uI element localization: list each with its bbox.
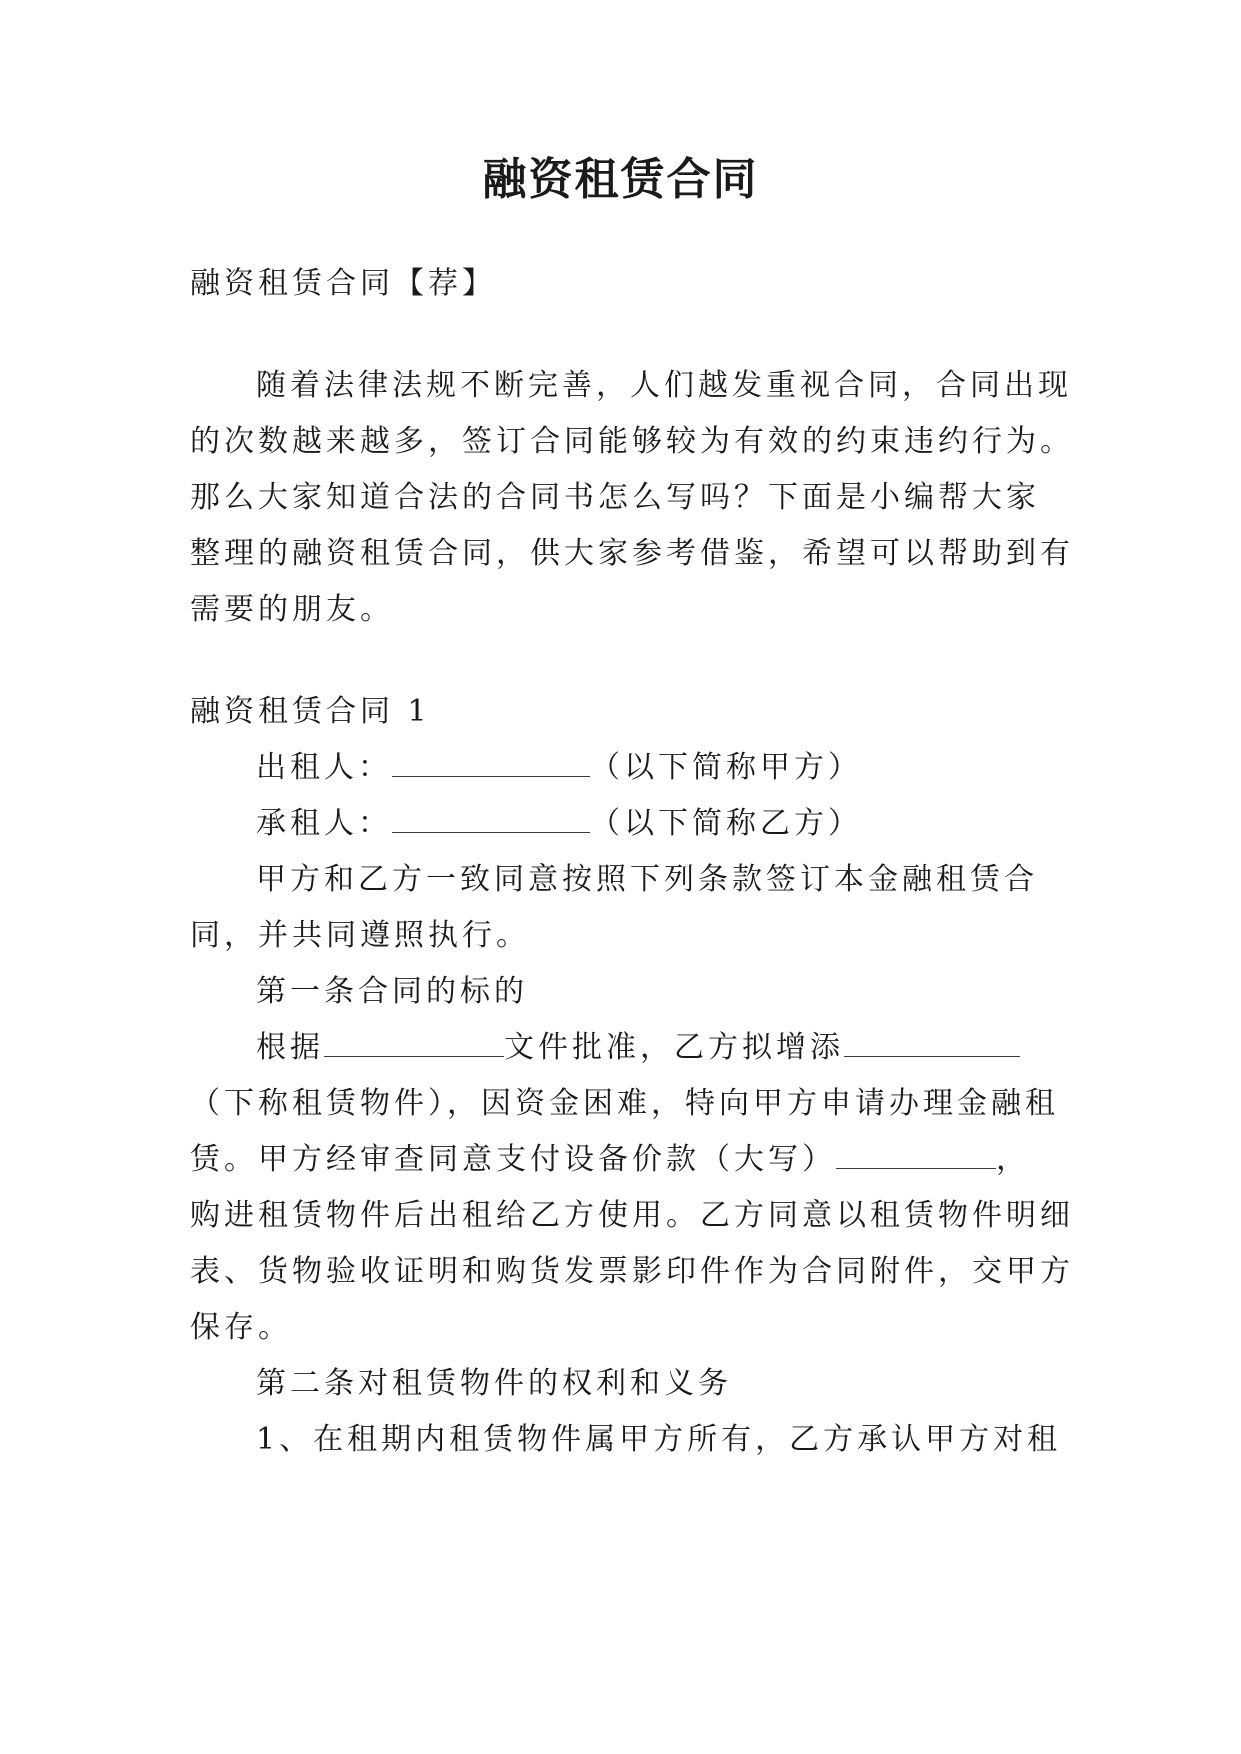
article1-line-5: 表、货物验收证明和购货发票影印件作为合同附件，交甲方 [190, 1254, 1074, 1289]
article1-line-4: 购进租赁物件后出租给乙方使用。乙方同意以租赁物件明细 [190, 1198, 1074, 1233]
document-title: 融资租赁合同 [482, 154, 759, 205]
lessor-line [256, 748, 862, 788]
intro-line-5: 需要的朋友。 [190, 592, 394, 627]
equipment-blank [844, 1030, 1020, 1057]
lessee-suffix: （以下简称乙方） [590, 806, 862, 841]
article2-heading: 第二条对租赁物件的权利和义务 [256, 1366, 732, 1401]
lessee-line [256, 804, 862, 844]
article1-line3-end: ， [996, 1142, 1030, 1177]
lessor-label: 出租人： [256, 750, 392, 785]
lessee-blank-field [392, 806, 590, 833]
intro-line-1: 随着法律法规不断完善，人们越发重视合同，合同出现 [256, 368, 1072, 403]
section-heading: 融资租赁合同 1 [190, 694, 431, 729]
intro-line-2: 的次数越来越多，签订合同能够较为有效的约束违约行为。 [190, 424, 1074, 459]
article1-line-2: （下称租赁物件），因资金困难，特向甲方申请办理金融租 [190, 1086, 1059, 1121]
price-amount-blank [836, 1142, 996, 1169]
article2-item-1: 1、在租期内租赁物件属甲方所有，乙方承认甲方对租 [256, 1422, 1062, 1457]
approval-document-blank [324, 1030, 504, 1057]
document-subtitle: 融资租赁合同【荐】 [190, 266, 496, 301]
article1-line-1 [256, 1028, 1020, 1068]
intro-line-3: 那么大家知道合法的合同书怎么写吗？下面是小编帮大家 [190, 480, 1040, 515]
agreement-line-2: 同，并共同遵照执行。 [190, 918, 530, 953]
lessee-label: 承租人： [256, 806, 392, 841]
article1-line1-start: 根据 [256, 1030, 324, 1065]
agreement-line-1: 甲方和乙方一致同意按照下列条款签订本金融租赁合 [256, 862, 1038, 897]
article1-line3-start: 赁。甲方经审查同意支付设备价款（大写） [190, 1142, 836, 1177]
intro-line-4: 整理的融资租赁合同，供大家参考借鉴，希望可以帮助到有 [190, 536, 1074, 571]
article1-line-6: 保存。 [190, 1310, 292, 1345]
lessor-blank-field [392, 750, 590, 777]
article1-line1-middle: 文件批准，乙方拟增添 [504, 1030, 844, 1065]
article1-line-3 [190, 1140, 1030, 1180]
article1-heading: 第一条合同的标的 [256, 974, 528, 1009]
lessor-suffix: （以下简称甲方） [590, 750, 862, 785]
